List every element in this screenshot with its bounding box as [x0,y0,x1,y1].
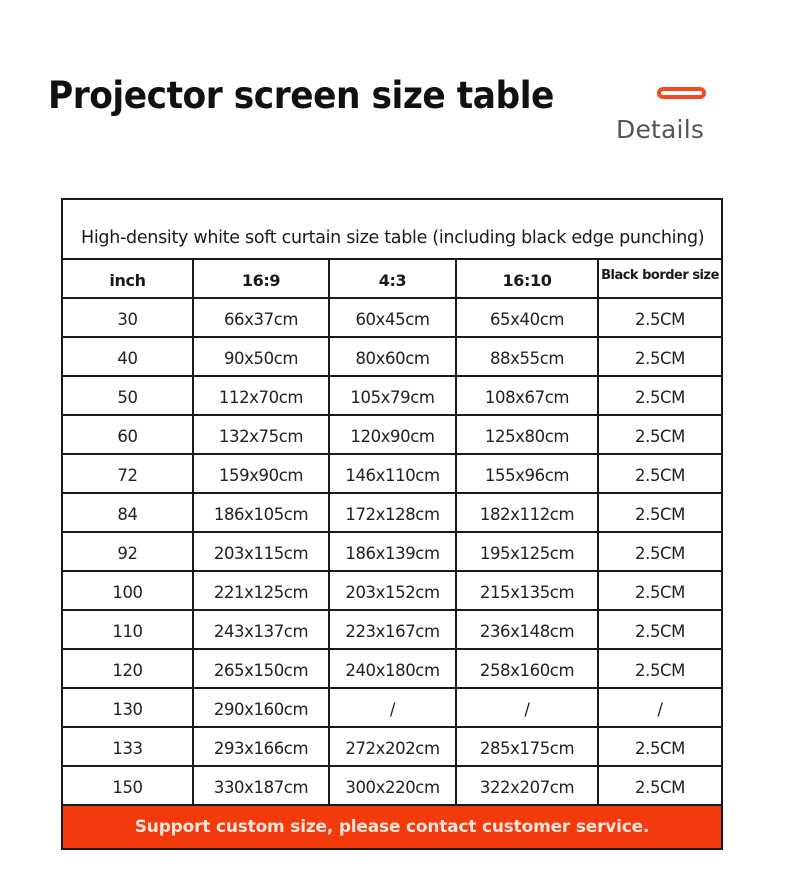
size-16-9-cell: 159x90cm [194,455,330,492]
table-row [63,494,721,533]
table-row [63,572,721,611]
size-16-10-cell: / [457,689,599,726]
column-header-16-10: 16:10 [457,260,599,297]
size-16-9-cell: 293x166cm [194,728,330,765]
size-16-10-cell: 236x148cm [457,611,599,648]
black-border-cell: 2.5CM [635,427,685,446]
inch-cell: 120 [63,650,194,687]
size-16-9-cell: 132x75cm [194,416,330,453]
size-16-10-cell: 285x175cm [457,728,599,765]
inch-cell: 92 [63,533,194,570]
size-16-10-cell: 182x112cm [457,494,599,531]
size-4-3-cell: 105x79cm [330,377,457,414]
inch-cell: 84 [63,494,194,531]
size-16-9-cell: 186x105cm [194,494,330,531]
black-border-cell: 2.5CM [635,388,685,407]
inch-cell: 130 [63,689,194,726]
column-header-4-3: 4:3 [330,260,457,297]
size-4-3-cell: 146x110cm [330,455,457,492]
table-row [63,455,721,494]
size-16-9-cell: 66x37cm [194,299,330,336]
table-row [63,533,721,572]
size-4-3-cell: 172x128cm [330,494,457,531]
size-4-3-cell: 186x139cm [330,533,457,570]
size-16-10-cell: 88x55cm [457,338,599,375]
table-row [63,377,721,416]
inch-cell: 150 [63,767,194,804]
size-4-3-cell: 300x220cm [330,767,457,804]
black-border-cell: 2.5CM [635,739,685,758]
black-border-cell: 2.5CM [635,505,685,524]
inch-cell: 110 [63,611,194,648]
size-16-9-cell: 243x137cm [194,611,330,648]
size-16-10-cell: 215x135cm [457,572,599,609]
table-row [63,611,721,650]
black-border-cell: 2.5CM [635,466,685,485]
table-header-row [63,260,721,299]
size-16-10-cell: 108x67cm [457,377,599,414]
inch-cell: 72 [63,455,194,492]
size-16-9-cell: 290x160cm [194,689,330,726]
column-header-black-border: Black border size [601,268,719,283]
table-row [63,338,721,377]
inch-cell: 60 [63,416,194,453]
size-16-9-cell: 265x150cm [194,650,330,687]
size-16-9-cell: 330x187cm [194,767,330,804]
size-16-10-cell: 155x96cm [457,455,599,492]
details-section-label [612,84,722,154]
inch-cell: 100 [63,572,194,609]
inch-cell: 40 [63,338,194,375]
size-4-3-cell: 223x167cm [330,611,457,648]
size-4-3-cell: 80x60cm [330,338,457,375]
inch-cell: 30 [63,299,194,336]
column-header-inch: inch [63,260,194,297]
black-border-cell: 2.5CM [635,349,685,368]
table-caption: High-density white soft curtain size table (including black edge punching) [63,200,721,260]
size-4-3-cell: 272x202cm [330,728,457,765]
black-border-cell: / [657,700,663,719]
size-4-3-cell: / [330,689,457,726]
size-4-3-cell: 240x180cm [330,650,457,687]
custom-size-banner: Support custom size, please contact customer service. [63,806,721,848]
table-row [63,650,721,689]
size-16-10-cell: 322x207cm [457,767,599,804]
size-16-10-cell: 65x40cm [457,299,599,336]
table-row [63,728,721,767]
table-body [63,299,721,806]
inch-cell: 50 [63,377,194,414]
page-title: Projector screen size table [48,74,554,117]
size-4-3-cell: 120x90cm [330,416,457,453]
size-16-9-cell: 112x70cm [194,377,330,414]
size-16-9-cell: 203x115cm [194,533,330,570]
size-4-3-cell: 203x152cm [330,572,457,609]
black-border-cell: 2.5CM [635,622,685,641]
size-16-9-cell: 221x125cm [194,572,330,609]
black-border-cell: 2.5CM [635,544,685,563]
inch-cell: 133 [63,728,194,765]
table-row [63,299,721,338]
size-16-10-cell: 195x125cm [457,533,599,570]
column-header-16-9: 16:9 [194,260,330,297]
black-border-cell: 2.5CM [635,661,685,680]
black-border-cell: 2.5CM [635,310,685,329]
black-border-cell: 2.5CM [635,583,685,602]
size-16-10-cell: 258x160cm [457,650,599,687]
table-row [63,416,721,455]
details-label: Details [616,115,705,144]
table-row [63,767,721,806]
black-border-cell: 2.5CM [635,778,685,797]
size-16-9-cell: 90x50cm [194,338,330,375]
pill-accent-icon [657,87,706,99]
size-16-10-cell: 125x80cm [457,416,599,453]
size-4-3-cell: 60x45cm [330,299,457,336]
table-row [63,689,721,728]
size-table [61,198,723,850]
